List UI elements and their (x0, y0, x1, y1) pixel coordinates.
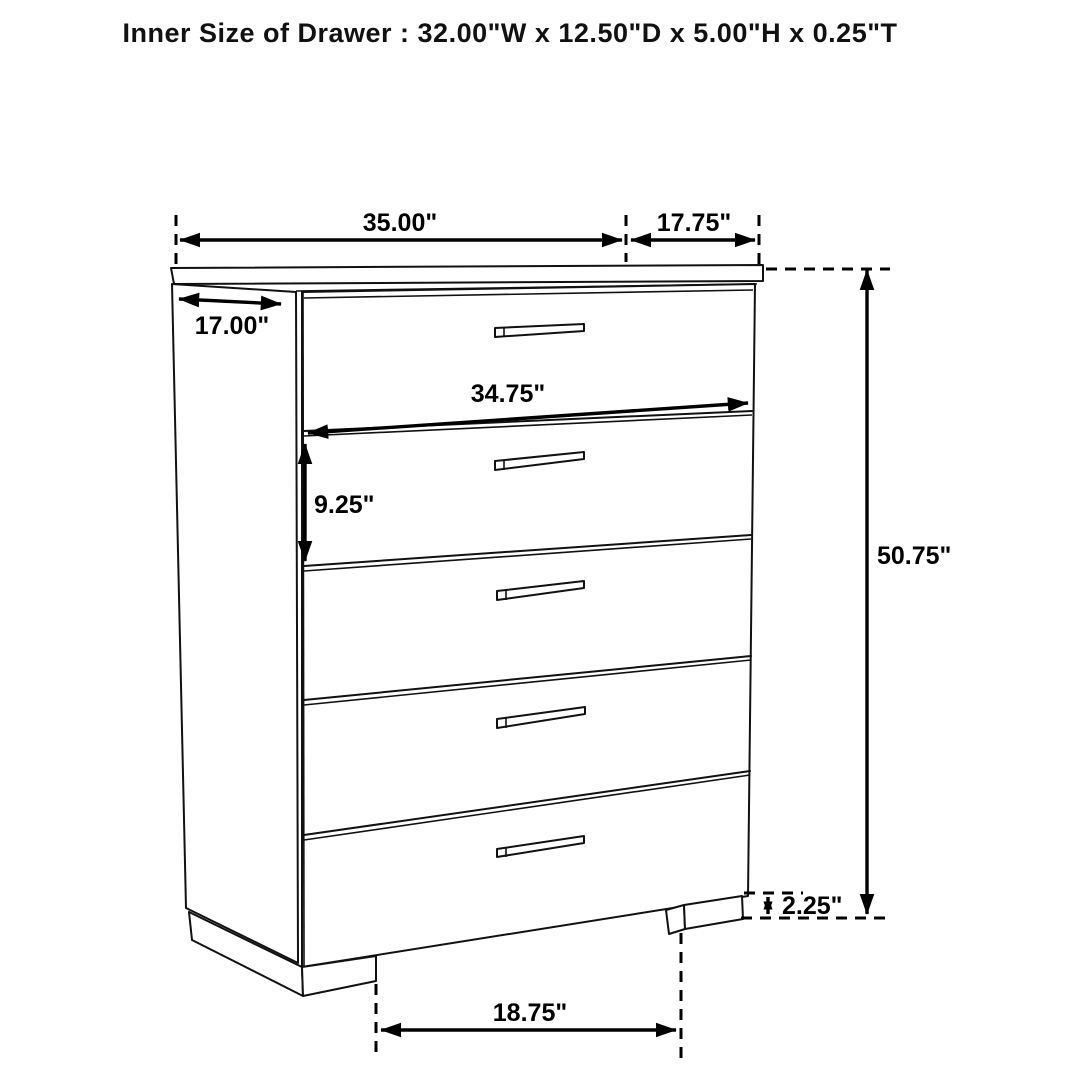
dim-label-side-depth: 17.00" (194, 312, 270, 340)
dresser-cabinet (171, 265, 763, 996)
page-title: Inner Size of Drawer : 32.00"W x 12.50"D x 5.00"H x 0.25"T (122, 18, 898, 48)
dim-label-top-side-depth: 17.75" (656, 209, 732, 237)
dim-label-top-width: 35.00" (362, 209, 438, 237)
dim-label-drawer-width: 34.75" (470, 380, 546, 408)
dim-label-overall-height: 50.75" (877, 542, 952, 570)
dimension-overall-height (766, 269, 951, 914)
dimension-feet-gap (376, 933, 681, 1062)
dim-label-foot-height: 2.25" (782, 892, 843, 920)
side-panel (172, 284, 298, 963)
top-panel (171, 265, 763, 284)
face-left-edge (303, 293, 304, 966)
dimension-top-width (176, 209, 759, 266)
dim-label-feet-gap: 18.75" (492, 999, 568, 1027)
dim-label-drawer-height: 9.25" (314, 491, 375, 519)
right-foot-side (666, 905, 685, 934)
